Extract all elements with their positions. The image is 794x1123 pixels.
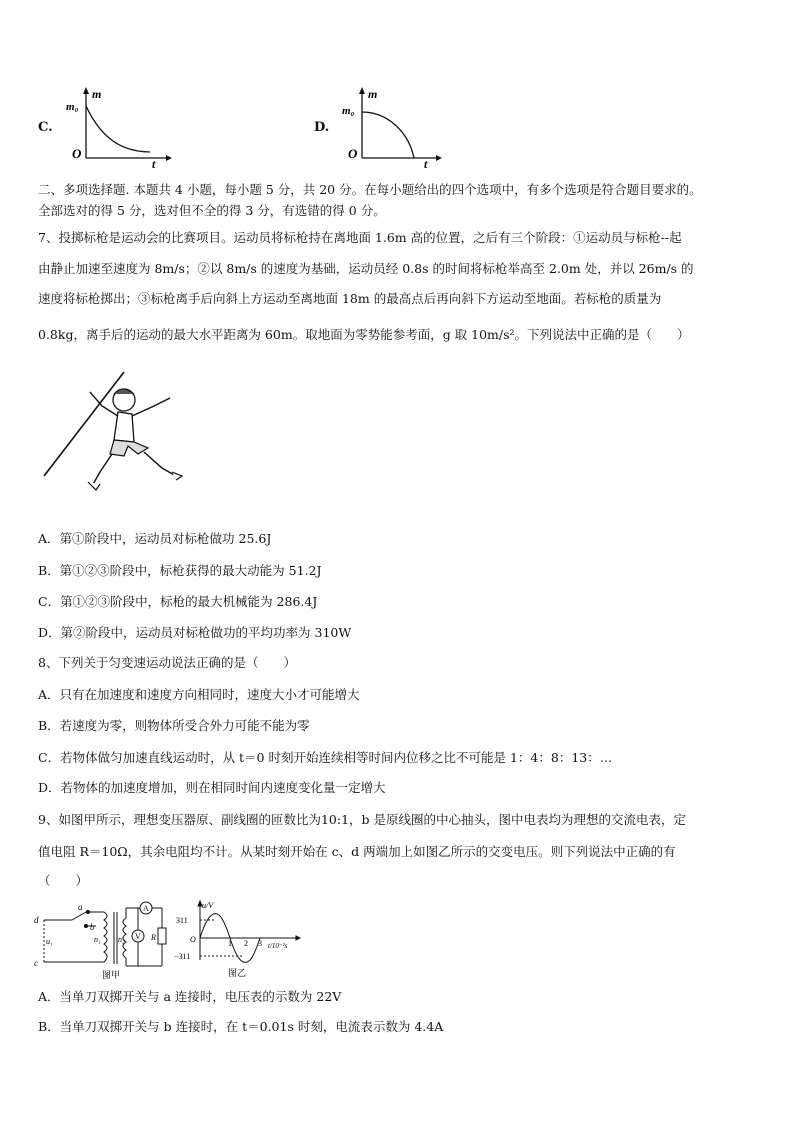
option-c-label: C. [38,120,53,135]
graph-c-origin: O [72,146,82,161]
circuit-label-n2: n₂ [118,935,125,944]
q9-option-a: A．当单刀双掷开关与 a 连接时，电压表的示数为 22V [38,989,342,1004]
q8-option-b: B．若速度为零，则物体所受合外力可能不能为零 [38,718,310,733]
circuit-label-c: c [34,958,38,968]
graph-c [60,86,180,168]
wave-tick-3: 3 [258,939,262,948]
q7-option-b: B．第①②③阶段中，标枪获得的最大动能为 51.2J [38,563,322,578]
figure-jia-caption: 图甲 [102,970,121,980]
wave-peak-label: 311 [176,916,188,925]
circuit-label-u1: u₁ [46,937,53,946]
q7-option-a: A．第①阶段中，运动员对标枪做功 25.6J [38,531,272,546]
q7-line1: 7、投掷标枪是运动会的比赛项目。运动员将标枪持在离地面 1.6m 高的位置，之后有三个阶段：①运动员与标枪--起 [38,230,682,245]
q9-option-b: B．当单刀双掷开关与 b 连接时，在 t＝0.01s 时刻，电流表示数为 4.4A [38,1019,444,1034]
q8-stem: 8、下列关于匀变速运动说法正确的是（ ） [38,655,296,670]
section2-line2: 全部选对的得 5 分，选对但不全的得 3 分，有选错的得 0 分。 [38,203,386,218]
q8-option-a: A．只有在加速度和速度方向相同时，速度大小才可能增大 [38,687,360,702]
graph-c-axis-t: t [152,157,156,168]
circuit-diagram [32,898,172,980]
graph-d-origin: O [348,146,358,161]
q9-line3: （ ） [38,873,89,888]
circuit-label-n1: n₁ [94,935,101,944]
resistor-label: R [151,933,156,942]
graph-d-axis-m: m [368,87,378,101]
graph-d [336,86,456,168]
figure-yi-caption: 图乙 [228,968,247,978]
q7-line2: 由静止加速至速度为 8m/s；②以 8m/s 的速度为基础，运动员经 0.8s 的时间将标枪举高至 2.0m 处，并以 26m/s 的 [38,261,694,276]
voltage-waveform [172,898,312,980]
wave-axis-t: t/10⁻²s [268,942,288,950]
section2-line1: 二、多项选择题. 本题共 4 小题，每小题 5 分，共 20 分。在每小题给出的四个选项中，有多个选项是符合题目要求的。 [38,182,702,197]
option-d-label: D. [314,120,330,135]
javelin-thrower-illustration [38,368,188,498]
q7-line3: 速度将标枪掷出；③标枪离手后向斜上方运动至离地面 18m 的最高点后再向斜下方运动至地面。若标枪的质量为 [38,291,662,306]
wave-tick-2: 2 [244,939,248,948]
graph-c-axis-m: m [92,87,102,101]
circuit-label-a: a [78,902,83,912]
graph-d-axis-t: t [424,157,428,168]
circuit-label-d: d [34,915,39,925]
circuit-label-b: b [90,922,95,932]
q9-line2: 值电阻 R＝10Ω，其余电阻均不计。从某时刻开始在 c、d 两端加上如图乙所示的交变电压。则下列说法中正确的有 [38,844,676,859]
voltmeter-label: V [135,932,141,941]
wave-origin: O [190,935,196,944]
graph-d-m0: m₀ [342,105,355,117]
q7-option-c: C．第①②③阶段中，标枪的最大机械能为 286.4J [38,594,318,609]
q8-option-d: D．若物体的加速度增加，则在相同时间内速度变化量一定增大 [38,780,386,795]
ammeter-label: A [143,904,149,913]
wave-neg-label: −311 [174,952,191,961]
wave-axis-u: u/V [202,901,214,910]
q7-option-d: D．第②阶段中，运动员对标枪做功的平均功率为 310W [38,625,352,640]
wave-tick-1: 1 [228,939,232,948]
graph-c-m0: m₀ [66,101,79,113]
q8-option-c: C．若物体做匀加速直线运动时，从 t＝0 时刻开始连续相等时间内位移之比不可能是 1：4：8：13：… [38,750,613,765]
q9-line1: 9、如图甲所示，理想变压器原、副线圈的匝数比为10:1，b 是原线圈的中心抽头，图中电表均为理想的交流电表，定 [38,812,687,827]
q7-line4: 0.8kg，离手后的运动的最大水平距离为 60m。取地面为零势能参考面，g 取 10m/s²。下列说法中正确的是（ ） [38,327,690,342]
